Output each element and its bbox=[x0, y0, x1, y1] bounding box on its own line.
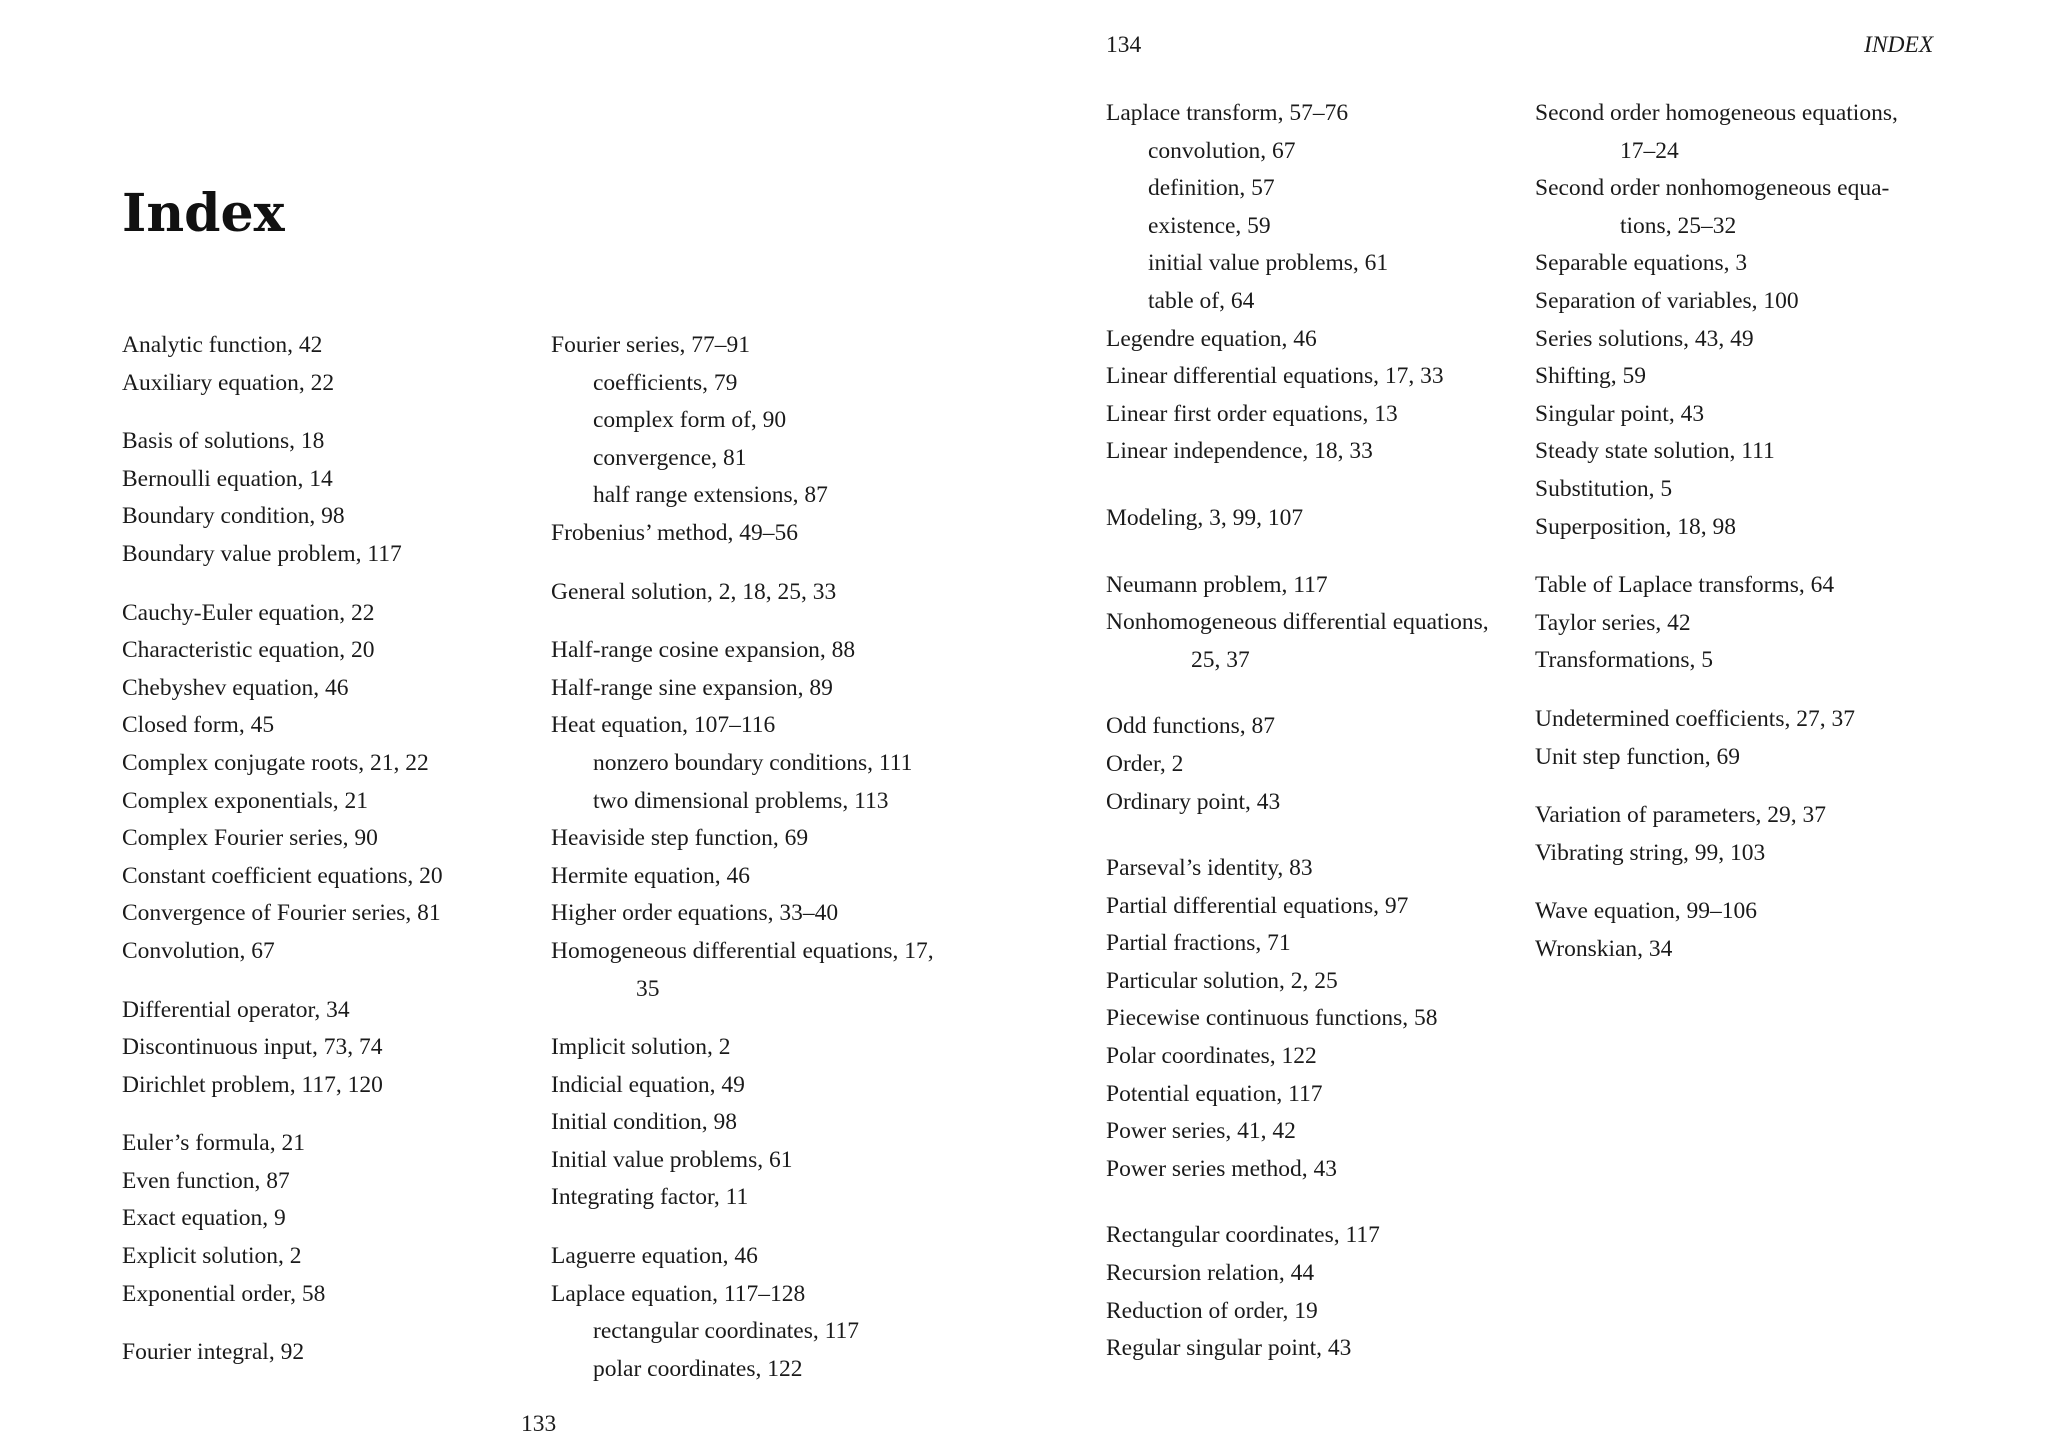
index-entry: Heaviside step function, 69 bbox=[551, 825, 809, 852]
index-entry: Superposition, 18, 98 bbox=[1535, 513, 1737, 540]
index-entry: Rectangular coordinates, 117 bbox=[1106, 1222, 1380, 1249]
index-entry: Initial value problems, 61 bbox=[551, 1146, 793, 1173]
index-column-4 bbox=[1535, 95, 1898, 968]
index-entry: Constant coefficient equations, 20 bbox=[122, 862, 443, 889]
index-entry: Even function, 87 bbox=[122, 1167, 290, 1194]
index-entry: Convolution, 67 bbox=[122, 937, 275, 964]
index-entry: Order, 2 bbox=[1106, 750, 1184, 777]
index-entry: Half-range sine expansion, 89 bbox=[551, 674, 833, 701]
index-entry: Basis of solutions, 18 bbox=[122, 428, 325, 455]
page-number: 134 bbox=[1106, 32, 1142, 58]
index-entry: Laplace equation, 117–128 bbox=[551, 1280, 806, 1307]
index-entry: Recursion relation, 44 bbox=[1106, 1260, 1315, 1287]
index-entry: Wave equation, 99–106 bbox=[1535, 898, 1757, 925]
page-134 bbox=[1024, 0, 2048, 1448]
index-entry: Legendre equation, 46 bbox=[1106, 325, 1317, 352]
index-entry: Differential operator, 34 bbox=[122, 996, 350, 1023]
index-entry: Wronskian, 34 bbox=[1535, 935, 1673, 962]
index-subentry: complex form of, 90 bbox=[593, 407, 787, 434]
index-entry: Neumann problem, 117 bbox=[1106, 571, 1328, 598]
index-subentry: half range extensions, 87 bbox=[593, 482, 828, 509]
index-entry: Dirichlet problem, 117, 120 bbox=[122, 1071, 383, 1098]
index-entry: Half-range cosine expansion, 88 bbox=[551, 637, 856, 664]
index-column-1 bbox=[122, 327, 443, 1372]
index-entry: Initial condition, 98 bbox=[551, 1109, 738, 1136]
index-entry: Exact equation, 9 bbox=[122, 1205, 286, 1232]
index-entry: Partial fractions, 71 bbox=[1106, 930, 1291, 957]
index-column-3 bbox=[1106, 95, 1489, 1368]
index-subentry: two dimensional problems, 113 bbox=[593, 787, 889, 814]
index-column-2 bbox=[551, 327, 934, 1388]
index-entry: Nonhomogeneous differential equations, bbox=[1106, 609, 1489, 636]
index-entry: Explicit solution, 2 bbox=[122, 1243, 302, 1270]
index-subentry: definition, 57 bbox=[1148, 175, 1275, 202]
index-subentry: initial value problems, 61 bbox=[1148, 250, 1389, 277]
index-entry: Heat equation, 107–116 bbox=[551, 712, 776, 739]
index-subentry: convergence, 81 bbox=[593, 444, 747, 471]
index-entry-continuation: 35 bbox=[636, 975, 660, 1002]
page-number: 133 bbox=[521, 1411, 557, 1437]
index-entry: Parseval’s identity, 83 bbox=[1106, 855, 1313, 882]
index-entry: Complex exponentials, 21 bbox=[122, 787, 369, 814]
index-entry: Complex conjugate roots, 21, 22 bbox=[122, 749, 429, 776]
index-entry: Second order homogeneous equations, bbox=[1535, 100, 1898, 126]
index-entry: Polar coordinates, 122 bbox=[1106, 1043, 1317, 1070]
index-entry: Hermite equation, 46 bbox=[551, 862, 751, 889]
index-entry: Substitution, 5 bbox=[1535, 475, 1673, 502]
running-head: INDEX bbox=[1864, 32, 1934, 58]
index-entry: Undetermined coefficients, 27, 37 bbox=[1535, 705, 1855, 732]
index-entry: Particular solution, 2, 25 bbox=[1106, 967, 1338, 994]
index-subentry: table of, 64 bbox=[1148, 287, 1255, 314]
index-entry: Complex Fourier series, 90 bbox=[122, 825, 378, 852]
index-entry-continuation: 17–24 bbox=[1620, 137, 1679, 164]
index-entry: Separation of variables, 100 bbox=[1535, 287, 1799, 314]
index-entry: Power series, 41, 42 bbox=[1106, 1118, 1296, 1145]
page-title: Index bbox=[122, 183, 285, 244]
index-subentry: convolution, 67 bbox=[1148, 137, 1296, 164]
index-entry: Boundary value problem, 117 bbox=[122, 540, 402, 567]
index-subentry: coefficients, 79 bbox=[593, 369, 738, 396]
index-entry: Transformations, 5 bbox=[1535, 647, 1713, 674]
index-entry: Shifting, 59 bbox=[1535, 363, 1646, 390]
index-entry: Reduction of order, 19 bbox=[1106, 1297, 1318, 1324]
index-entry: Piecewise continuous functions, 58 bbox=[1106, 1005, 1438, 1032]
index-entry: Closed form, 45 bbox=[122, 712, 275, 739]
index-entry: Implicit solution, 2 bbox=[551, 1034, 731, 1061]
index-entry: Odd functions, 87 bbox=[1106, 713, 1276, 740]
index-entry: Discontinuous input, 73, 74 bbox=[122, 1034, 383, 1061]
index-entry: Auxiliary equation, 22 bbox=[122, 369, 335, 396]
index-subentry: polar coordinates, 122 bbox=[593, 1355, 803, 1382]
index-entry: Exponential order, 58 bbox=[122, 1280, 326, 1307]
index-entry: Integrating factor, 11 bbox=[551, 1184, 749, 1211]
index-entry: Laguerre equation, 46 bbox=[551, 1243, 758, 1270]
index-entry: Linear differential equations, 17, 33 bbox=[1106, 363, 1444, 390]
index-entry: Taylor series, 42 bbox=[1535, 609, 1691, 636]
index-subentry: rectangular coordinates, 117 bbox=[593, 1318, 860, 1345]
index-entry-continuation: 25, 37 bbox=[1191, 646, 1250, 673]
index-entry: Partial differential equations, 97 bbox=[1106, 892, 1409, 919]
index-entry: Fourier series, 77–91 bbox=[551, 332, 751, 358]
index-entry: Euler’s formula, 21 bbox=[122, 1130, 305, 1157]
index-entry: Steady state solution, 111 bbox=[1535, 438, 1775, 465]
index-entry: Fourier integral, 92 bbox=[122, 1339, 305, 1366]
index-entry: Laplace transform, 57–76 bbox=[1106, 100, 1349, 126]
index-entry: Vibrating string, 99, 103 bbox=[1535, 839, 1766, 866]
index-entry: Unit step function, 69 bbox=[1535, 743, 1740, 770]
index-entry: Series solutions, 43, 49 bbox=[1535, 325, 1754, 352]
index-entry: Homogeneous differential equations, 17, bbox=[551, 937, 934, 964]
index-entry: Convergence of Fourier series, 81 bbox=[122, 900, 441, 927]
index-entry: Chebyshev equation, 46 bbox=[122, 674, 349, 701]
index-entry: Singular point, 43 bbox=[1535, 400, 1705, 427]
index-entry: Regular singular point, 43 bbox=[1106, 1335, 1352, 1362]
index-entry: Power series method, 43 bbox=[1106, 1155, 1338, 1182]
index-entry: Separable equations, 3 bbox=[1535, 250, 1748, 277]
index-entry: General solution, 2, 18, 25, 33 bbox=[551, 578, 837, 605]
index-entry: Table of Laplace transforms, 64 bbox=[1535, 572, 1835, 599]
index-entry-continuation: tions, 25–32 bbox=[1620, 212, 1737, 239]
index-entry: Bernoulli equation, 14 bbox=[122, 465, 333, 492]
index-entry: Variation of parameters, 29, 37 bbox=[1535, 802, 1827, 829]
index-entry: Frobenius’ method, 49–56 bbox=[551, 519, 798, 546]
index-entry: Indicial equation, 49 bbox=[551, 1071, 745, 1098]
index-entry: Analytic function, 42 bbox=[122, 332, 323, 358]
index-entry: Second order nonhomogeneous equa- bbox=[1535, 175, 1890, 202]
index-entry: Potential equation, 117 bbox=[1106, 1080, 1323, 1107]
index-subentry: nonzero boundary conditions, 111 bbox=[593, 749, 913, 776]
index-entry: Characteristic equation, 20 bbox=[122, 637, 375, 664]
index-entry: Ordinary point, 43 bbox=[1106, 788, 1281, 815]
index-entry: Higher order equations, 33–40 bbox=[551, 900, 839, 927]
index-entry: Linear first order equations, 13 bbox=[1106, 400, 1398, 427]
index-entry: Linear independence, 18, 33 bbox=[1106, 438, 1373, 465]
index-entry: Cauchy-Euler equation, 22 bbox=[122, 599, 375, 626]
index-entry: Boundary condition, 98 bbox=[122, 503, 345, 530]
index-entry: Modeling, 3, 99, 107 bbox=[1106, 504, 1304, 531]
index-subentry: existence, 59 bbox=[1148, 212, 1271, 239]
